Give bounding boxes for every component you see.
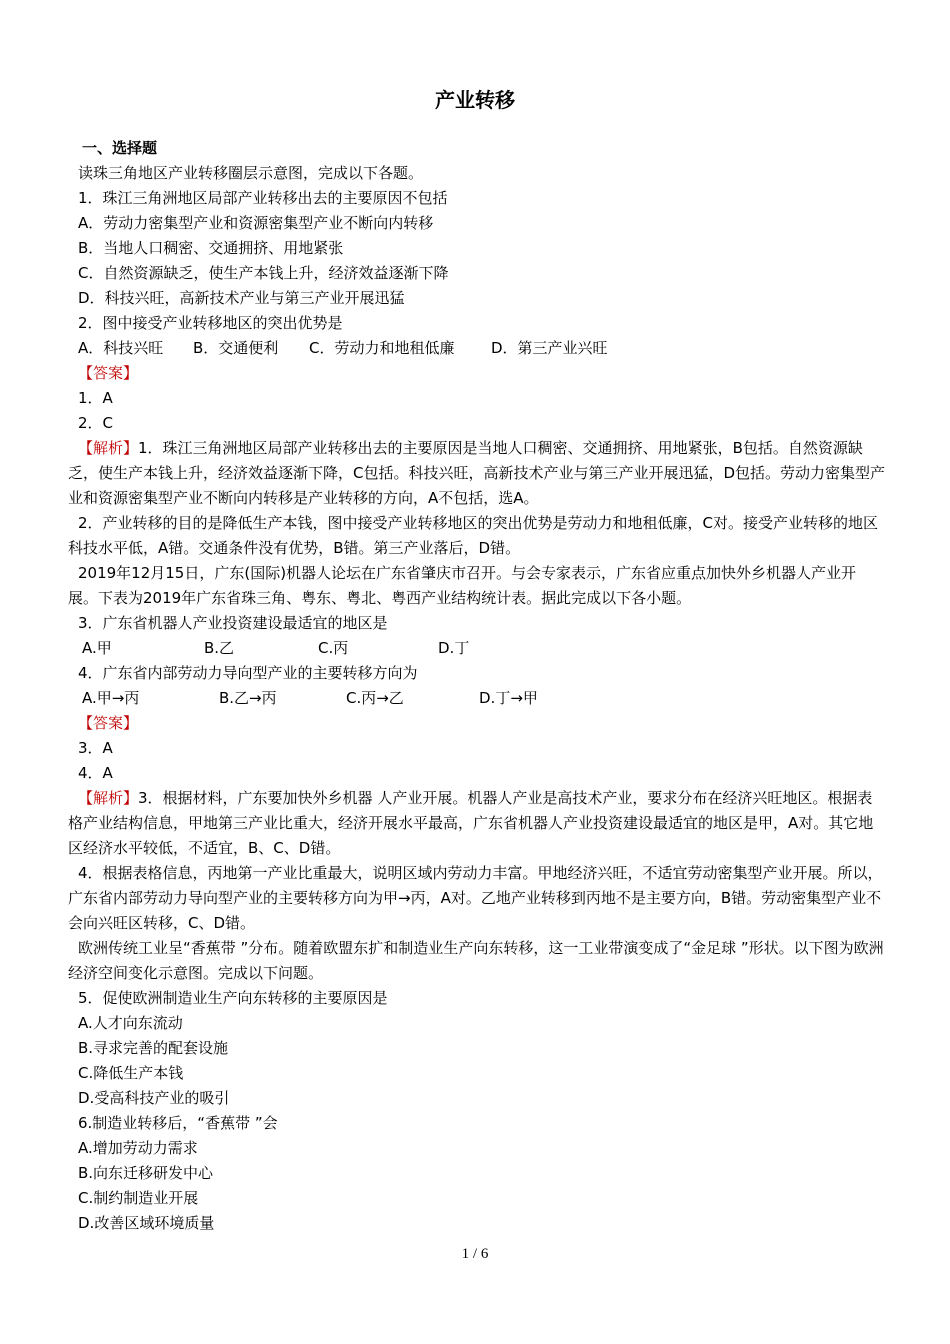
q2-stem: 2．图中接受产业转移地区的突出优势是 [78, 314, 343, 332]
page-title: 产业转移 [435, 88, 515, 112]
analysis-3: 【解析】3．根据材料，广东要加快外乡机器 人产业开展。机器人产业是高技术产业，要求分布在经济兴旺地区。根据表格产业结构信息，甲地第三产业比重大，经济开展水平最高，广东省机器人产业投资建设最适宜的地区是甲，A对。其它地区经济水平较低，不适宜，B、C、D错。 [68, 789, 874, 857]
section-heading: 一、选择题 [82, 139, 158, 157]
q2-option-b: B．交通便利 [193, 339, 279, 357]
q2-option-a: A．科技兴旺 [78, 339, 164, 357]
q5-option-a: A.人才向东流动 [78, 1014, 183, 1032]
answer-1: 1．A [78, 389, 113, 407]
page-number: 1 / 6 [461, 1246, 489, 1262]
answer-3: 3．A [78, 739, 113, 757]
q4-options [68, 686, 886, 711]
analysis-4: 4．根据表格信息，丙地第一产业比重最大，说明区域内劳动力丰富。甲地经济兴旺，不适宜劳动密集型产业开展。所以，广东省内部劳动力导向型产业的主要转移方向为甲→丙，A对。乙地产业转移到丙地不是主要方向，B错。劳动密集型产业不会向兴旺区转移，C、D错。 [68, 864, 883, 932]
q3-option-b: B.乙 [204, 639, 235, 657]
analysis-1: 【解析】1．珠江三角洲地区局部产业转移出去的主要原因是当地人口稠密、交通拥挤、用地紧张，B包括。自然资源缺乏，使生产本钱上升，经济效益逐渐下降，C包括。科技兴旺，高新技术产业与第三产业开展迅猛，D包括。劳动力密集型产业和资源密集型产业不断向内转移是产业转移的方向，A不包括，选A。 [68, 439, 886, 507]
q3-stem: 3．广东省机器人产业投资建设最适宜的地区是 [78, 614, 388, 632]
answer-4: 4．A [78, 764, 113, 782]
q4-option-a: A.甲→丙 [82, 689, 140, 707]
q1-option-a: A．劳动力密集型产业和资源密集型产业不断向内转移 [78, 214, 434, 232]
analysis-2: 2．产业转移的目的是降低生产本钱，图中接受产业转移地区的突出优势是劳动力和地租低廉，C对。接受产业转移的地区科技水平低，A错。交通条件没有优势，B错。第三产业落后，D错。 [68, 514, 879, 557]
q4-option-c: C.丙→乙 [346, 689, 404, 707]
group3-intro: 欧洲传统工业呈“香蕉带 ”分布。随着欧盟东扩和制造业生产向东转移，这一工业带演变成了“金足球 ”形状。以下图为欧洲经济空间变化示意图。完成以下问题。 [68, 939, 884, 982]
analysis-tag: 【解析】 [78, 439, 139, 457]
q1-option-d: D．科技兴旺，高新技术产业与第三产业开展迅猛 [78, 289, 405, 307]
q6-option-d: D.改善区域环境质量 [78, 1214, 215, 1232]
q1-option-b: B．当地人口稠密、交通拥挤、用地紧张 [78, 239, 344, 257]
analysis-tag: 【解析】 [78, 789, 139, 807]
answer-tag: 【答案】 [78, 364, 139, 382]
answer-tag: 【答案】 [78, 714, 139, 732]
q5-stem: 5．促使欧洲制造业生产向东转移的主要原因是 [78, 989, 388, 1007]
q5-option-d: D.受高科技产业的吸引 [78, 1089, 230, 1107]
q3-options [68, 636, 886, 661]
q3-option-c: C.丙 [318, 639, 349, 657]
q6-option-a: A.增加劳动力需求 [78, 1139, 198, 1157]
q2-options [68, 336, 886, 361]
q4-option-d: D.丁→甲 [479, 689, 538, 707]
q4-option-b: B.乙→丙 [219, 689, 277, 707]
q1-stem: 1．珠江三角洲地区局部产业转移出去的主要原因不包括 [78, 189, 448, 207]
q6-stem: 6.制造业转移后，“香蕉带 ”会 [78, 1114, 278, 1132]
q4-stem: 4．广东省内部劳动力导向型产业的主要转移方向为 [78, 664, 418, 682]
document-body [68, 136, 886, 1236]
q1-option-c: C．自然资源缺乏，使生产本钱上升，经济效益逐渐下降 [78, 264, 449, 282]
q2-option-c: C．劳动力和地租低廉 [309, 339, 455, 357]
q3-option-a: A.甲 [82, 639, 112, 657]
q5-option-b: B.寻求完善的配套设施 [78, 1039, 229, 1057]
q6-option-b: B.向东迁移研发中心 [78, 1164, 214, 1182]
answer-2: 2．C [78, 414, 114, 432]
q6-option-c: C.制约制造业开展 [78, 1189, 199, 1207]
q2-option-d: D．第三产业兴旺 [491, 339, 608, 357]
q5-option-c: C.降低生产本钱 [78, 1064, 184, 1082]
q3-option-d: D.丁 [438, 639, 470, 657]
group1-intro: 读珠三角地区产业转移圈层示意图，完成以下各题。 [78, 164, 424, 182]
group2-intro: 2019年12月15日，广东(国际)机器人论坛在广东省肇庆市召开。与会专家表示，广东省应重点加快外乡机器人产业开展。下表为2019年广东省珠三角、粤东、粤北、粤西产业结构统计表。据此完成以下各小题。 [68, 564, 857, 607]
